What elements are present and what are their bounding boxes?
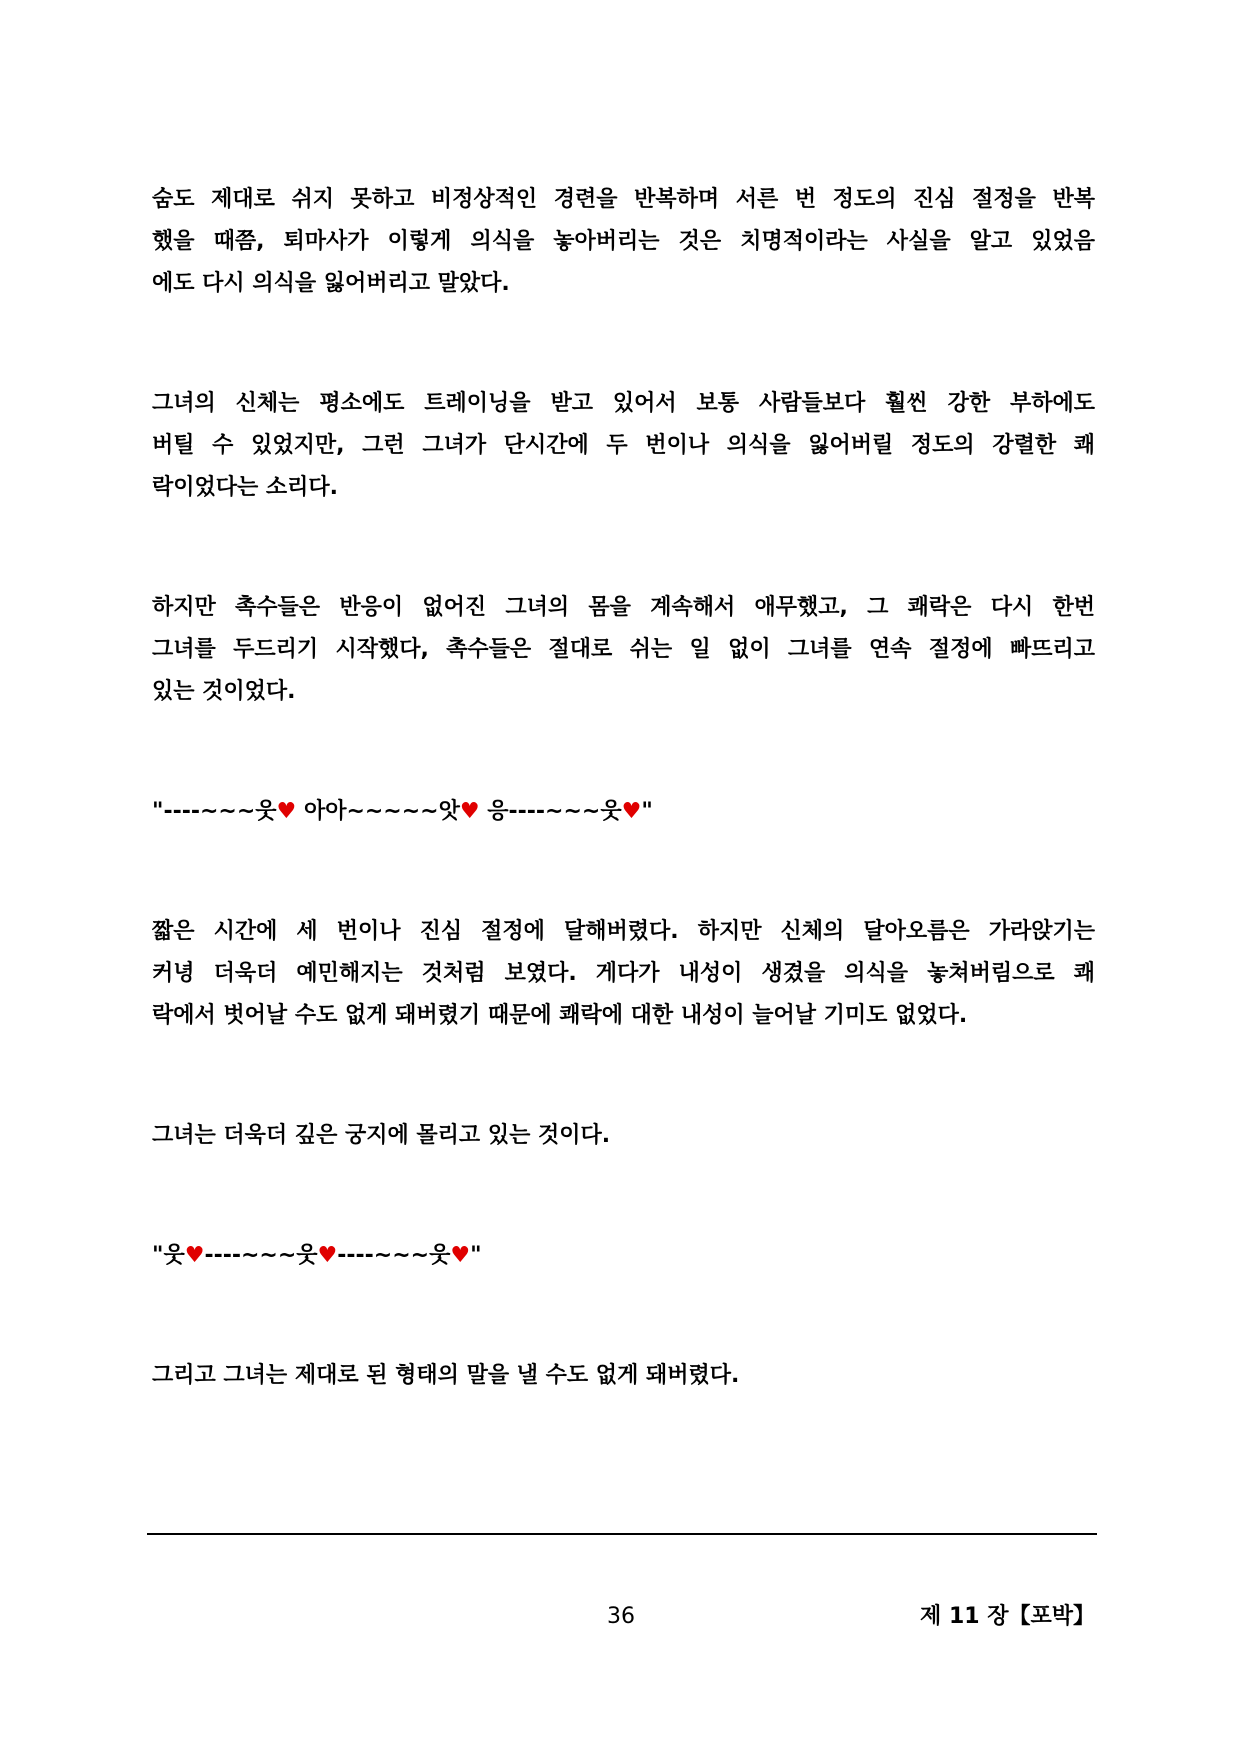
text-line: 하지만 촉수들은 반응이 없어진 그녀의 몸을 계속해서 애무했고, 그 쾌락은 다시 한번	[152, 595, 1095, 620]
dialogue-text: ----~~~웃	[337, 1243, 451, 1268]
paragraph-4	[152, 911, 1095, 1037]
chapter-title: 제 11 장【포박】	[920, 1604, 1095, 1629]
text-line: 그녀의 신체는 평소에도 트레이닝을 받고 있어서 보통 사람들보다 훨씬 강한 부하에도	[152, 391, 1095, 416]
dialogue-text: ----~~~웃	[204, 1243, 318, 1268]
page-number: 36	[607, 1604, 635, 1629]
dialogue-text: "----~~~웃	[152, 799, 277, 824]
heart-icon: ♥	[317, 1243, 338, 1268]
text-line: 락에서 벗어날 수도 없게 돼버렸기 때문에 쾌락에 대한 내성이 늘어날 기미도 없었다.	[152, 1003, 968, 1028]
paragraph-3	[152, 587, 1095, 713]
heart-icon: ♥	[621, 799, 642, 824]
text-line: 버틸 수 있었지만, 그런 그녀가 단시간에 두 번이나 의식을 잃어버릴 정도의 강렬한 쾌	[152, 433, 1095, 458]
text-line: 그녀를 두드리기 시작했다, 촉수들은 절대로 쉬는 일 없이 그녀를 연속 절정에 빠뜨리고	[152, 637, 1095, 662]
dialogue-text: 아아~~~~~앗	[296, 799, 460, 824]
dialogue-text: "	[641, 799, 653, 824]
heart-icon: ♥	[450, 1243, 471, 1268]
paragraph-2	[152, 383, 1095, 509]
dialogue-text: "	[470, 1243, 482, 1268]
dialogue-text: 응----~~~웃	[479, 799, 622, 824]
paragraph-6	[152, 1355, 1095, 1397]
heart-icon: ♥	[276, 799, 297, 824]
heart-icon: ♥	[184, 1243, 205, 1268]
dialogue-1	[152, 791, 1095, 833]
page-body	[152, 179, 1095, 1475]
text-line: 락이었다는 소리다.	[152, 475, 339, 500]
dialogue-2	[152, 1235, 1095, 1277]
paragraph-1	[152, 179, 1095, 305]
text-line: 에도 다시 의식을 잃어버리고 말았다.	[152, 271, 510, 296]
footer-divider	[147, 1533, 1097, 1535]
text-line: 짧은 시간에 세 번이나 진심 절정에 달해버렸다. 하지만 신체의 달아오름은 가라앉기는	[152, 919, 1095, 944]
text-line: 그녀는 더욱더 깊은 궁지에 몰리고 있는 것이다.	[152, 1123, 611, 1148]
text-line: 숨도 제대로 쉬지 못하고 비정상적인 경련을 반복하며 서른 번 정도의 진심 절정을 반복	[152, 187, 1095, 212]
dialogue-text: "웃	[152, 1243, 185, 1268]
text-line: 있는 것이었다.	[152, 679, 296, 704]
text-line: 했을 때쯤, 퇴마사가 이렇게 의식을 놓아버리는 것은 치명적이라는 사실을 알고 있었음	[152, 229, 1095, 254]
heart-icon: ♥	[459, 799, 480, 824]
text-line: 그리고 그녀는 제대로 된 형태의 말을 낼 수도 없게 돼버렸다.	[152, 1363, 740, 1388]
text-line: 커녕 더욱더 예민해지는 것처럼 보였다. 게다가 내성이 생겼을 의식을 놓쳐버림으로 쾌	[152, 961, 1095, 986]
paragraph-5	[152, 1115, 1095, 1157]
